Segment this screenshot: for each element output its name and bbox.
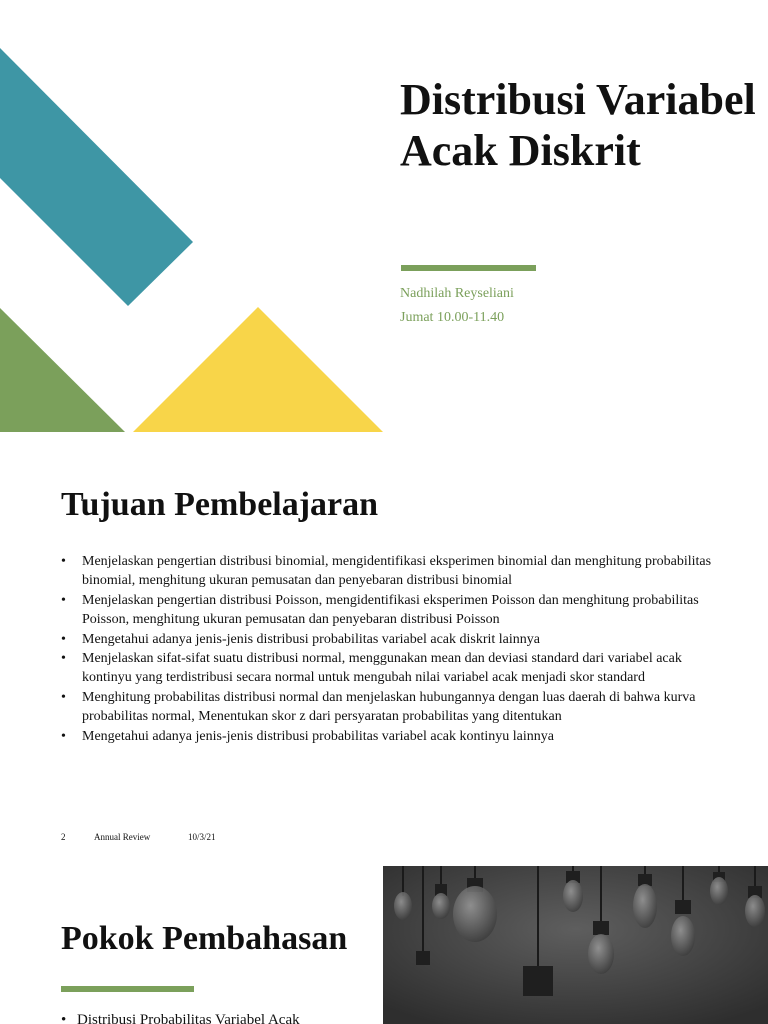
list-item: • Mengetahui adanya jenis-jenis distribusi probabilitas variabel acak kontinyu lainnya bbox=[61, 727, 721, 746]
author-name: Nadhilah Reyseliani bbox=[400, 286, 514, 301]
decorative-shapes bbox=[0, 0, 768, 432]
title-slide bbox=[0, 0, 768, 432]
footer-label: Annual Review bbox=[94, 832, 151, 842]
objectives-slide bbox=[0, 432, 768, 864]
footer-page-number: 2 bbox=[61, 832, 66, 842]
light-bulbs-image bbox=[383, 866, 768, 1024]
title-accent-line bbox=[61, 986, 194, 992]
topics-slide bbox=[0, 866, 768, 1024]
list-item: • Menghitung probabilitas distribusi normal dan menjelaskan hubungannya dengan luas daerah di bahwa kurva probabilitas normal, Menentukan skor z dari persyaratan probabilitas yang ditentukan bbox=[61, 688, 721, 727]
list-item: • Distribusi Probabilitas Variabel Acak bbox=[61, 1012, 300, 1024]
list-item: • Menjelaskan pengertian distribusi Poisson, mengidentifikasi eksperimen Poisson dan menghitung probabilitas Poisson, menghitung ukuran pemusatan dan penyebaran distribusi Poisson bbox=[61, 591, 721, 630]
list-item: • Menjelaskan sifat-sifat suatu distribusi normal, menggunakan mean dan deviasi standard dari variabel acak kontinyu yang terdistribusi secara normal untuk mengubah nilai variabel acak menjadi skor standard bbox=[61, 649, 721, 688]
green-triangle bbox=[0, 308, 125, 432]
yellow-triangle bbox=[133, 307, 383, 432]
list-item: • Mengetahui adanya jenis-jenis distribusi probabilitas variabel acak diskrit lainnya bbox=[61, 630, 721, 649]
slide-title: Tujuan Pembelajaran bbox=[61, 486, 379, 523]
footer-date: 10/3/21 bbox=[188, 832, 216, 842]
slide-title: Pokok Pembahasan bbox=[61, 920, 348, 957]
teal-diagonal-band bbox=[0, 48, 193, 306]
topics-list bbox=[61, 1012, 300, 1024]
title-accent-line bbox=[401, 265, 536, 271]
schedule-text: Jumat 10.00-11.40 bbox=[400, 310, 505, 325]
presentation-title: Distribusi Variabel Acak Diskrit bbox=[400, 75, 756, 175]
light-bulbs-photo bbox=[383, 866, 768, 1024]
objectives-list bbox=[61, 552, 721, 746]
list-item: • Menjelaskan pengertian distribusi binomial, mengidentifikasi eksperimen binomial dan menghitung probabilitas binomial, menghitung ukuran pemusatan dan penyebaran distribusi binomial bbox=[61, 552, 721, 591]
